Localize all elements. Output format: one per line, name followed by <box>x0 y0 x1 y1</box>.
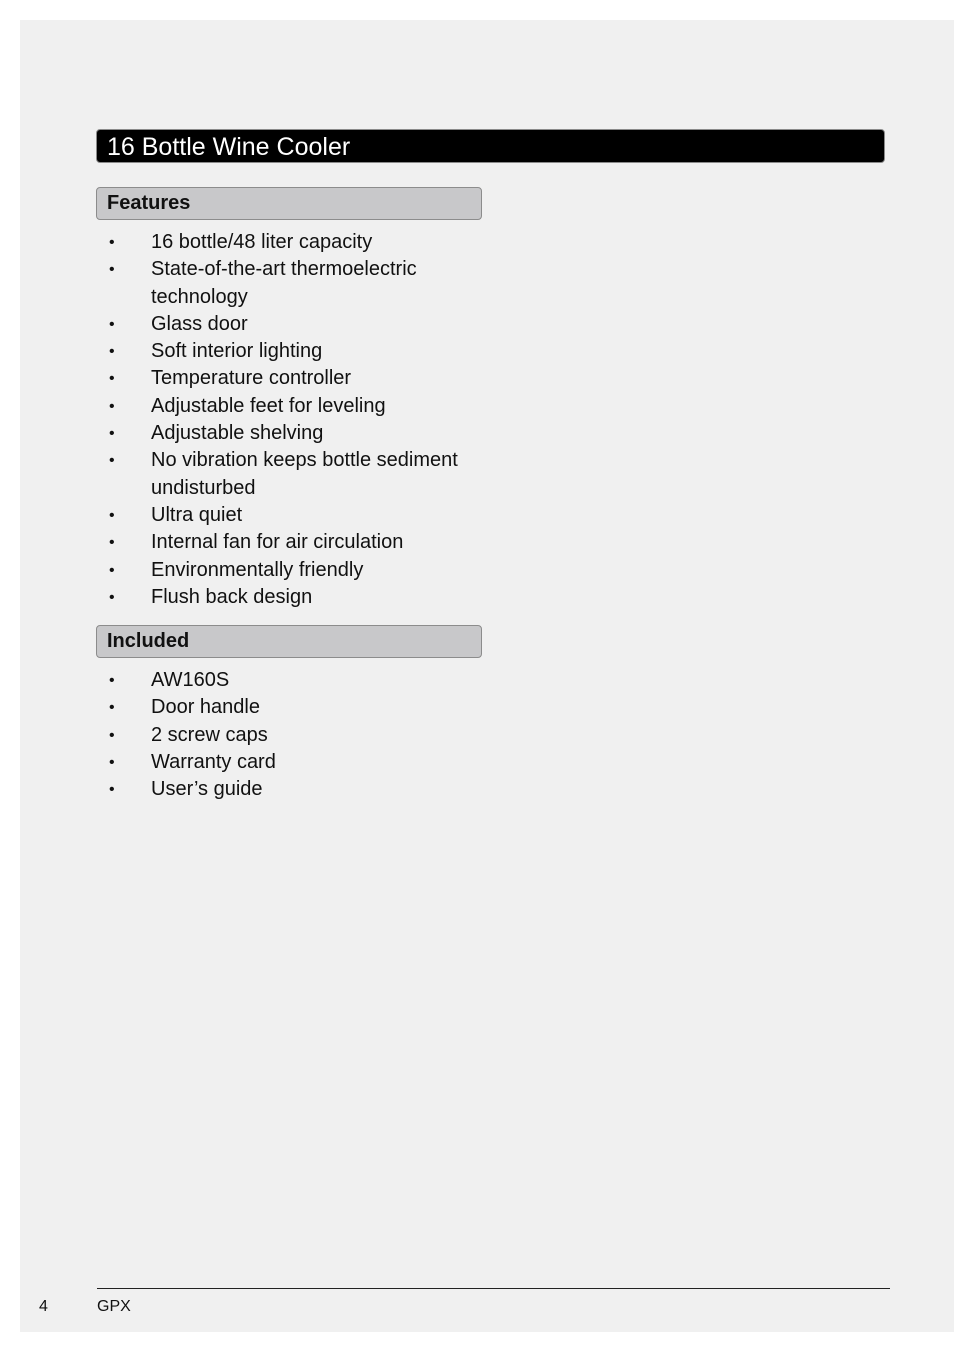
list-item-text: No vibration keeps bottle sediment undisturbed <box>151 449 458 499</box>
list-item-text: Temperature controller <box>151 367 352 390</box>
list-item <box>96 722 516 749</box>
list-item <box>96 447 516 502</box>
bullet-icon: • <box>109 534 115 552</box>
list-item-text: Warranty card <box>151 750 276 773</box>
list-item <box>96 365 516 392</box>
bullet-icon: • <box>109 370 115 388</box>
list-item-text: Adjustable feet for leveling <box>151 394 386 417</box>
list-item <box>96 557 516 584</box>
bullet-icon: • <box>109 506 115 524</box>
list-item-text: State-of-the-art thermoelectric technology <box>151 258 417 308</box>
bullet-icon: • <box>109 452 115 470</box>
list-item-text: User’s guide <box>151 778 263 801</box>
list-item <box>96 584 516 611</box>
included-list <box>96 667 516 803</box>
bullet-icon: • <box>109 672 115 689</box>
list-item <box>96 338 516 365</box>
list-item <box>96 420 516 447</box>
list-item-text: 16 bottle/48 liter capacity <box>151 231 373 253</box>
list-item <box>96 502 516 529</box>
bullet-icon: • <box>109 343 115 361</box>
list-item <box>96 311 516 338</box>
list-item-text: 2 screw caps <box>151 723 268 746</box>
list-item <box>96 667 516 694</box>
included-heading: Included <box>96 625 482 658</box>
list-item <box>96 776 516 803</box>
bullet-icon: • <box>109 561 115 579</box>
list-item <box>96 529 516 556</box>
bullet-icon: • <box>109 753 115 771</box>
bullet-icon: • <box>109 397 115 415</box>
list-item-text: Flush back design <box>151 585 313 608</box>
list-item-text: Adjustable shelving <box>151 422 324 445</box>
list-item-text: Internal fan for air circulation <box>151 531 404 554</box>
list-item-text: AW160S <box>151 669 230 691</box>
page-number: 4 <box>39 1298 48 1315</box>
bullet-icon: • <box>109 699 115 717</box>
list-item <box>96 694 516 721</box>
bullet-icon: • <box>109 726 115 744</box>
list-item-text: Environmentally friendly <box>151 558 364 581</box>
list-item-text: Glass door <box>151 312 248 335</box>
list-item <box>96 256 516 311</box>
bullet-icon: • <box>109 781 115 799</box>
page-title: 16 Bottle Wine Cooler <box>96 129 885 163</box>
bullet-icon: • <box>109 261 115 279</box>
footer-divider <box>97 1288 890 1289</box>
bullet-icon: • <box>109 234 115 251</box>
list-item-text: Ultra quiet <box>151 503 243 526</box>
list-item <box>96 749 516 776</box>
footer-brand: GPX <box>97 1298 131 1315</box>
list-item-text: Door handle <box>151 696 260 719</box>
list-item <box>96 393 516 420</box>
bullet-icon: • <box>109 315 115 333</box>
bullet-icon: • <box>109 588 115 606</box>
features-heading: Features <box>96 187 482 220</box>
bullet-icon: • <box>109 425 115 443</box>
list-item <box>96 229 516 256</box>
features-list <box>96 229 516 611</box>
list-item-text: Soft interior lighting <box>151 340 323 363</box>
